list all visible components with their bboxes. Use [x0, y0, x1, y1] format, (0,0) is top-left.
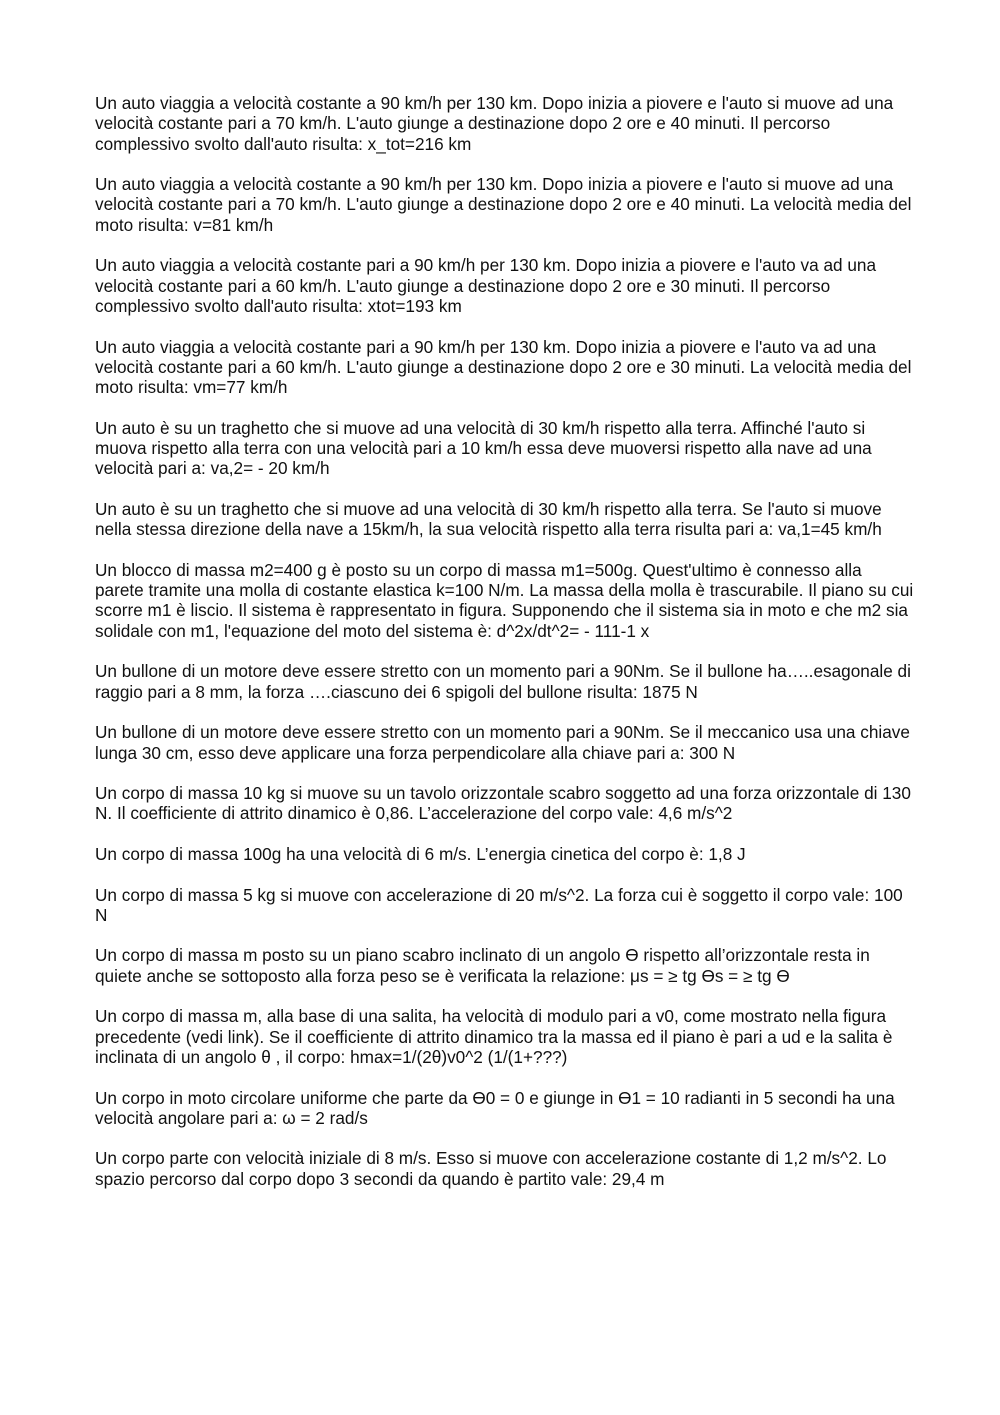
paragraph-7: Un blocco di massa m2=400 g è posto su un corpo di massa m1=500g. Quest'ultimo è connesso alla parete tramite una molla di costante elastica k=100 N/m. La massa della molla è trascurabile. Il piano su cui scorre m1 è liscio. Il sistema è rappresentato in figura. Supponendo che il sistema sia in moto e che m2 sia solidale con m1, l'equazione del moto del sistema è: d^2x/dt^2= - 111-1 x — [95, 559, 914, 641]
paragraph-9: Un bullone di un motore deve essere stretto con un momento pari a 90Nm. Se il meccanico usa una chiave lunga 30 cm, esso deve applicare una forza perpendicolare alla chiave pari a: 300 N — [95, 722, 910, 763]
paragraph-8: Un bullone di un motore deve essere stretto con un momento pari a 90Nm. Se il bullone ha…..esagonale di raggio pari a 8 mm, la forza ….ciascuno dei 6 spigoli del bullone risulta: 1875 N — [95, 661, 911, 702]
paragraph-6: Un auto è su un traghetto che si muove ad una velocità di 30 km/h rispetto alla terra. Se l'auto si muove nella stessa direzione della nave a 15km/h, la sua velocità rispetto alla terra risulta pari a: va,1=45 km/h — [95, 498, 882, 540]
paragraph-1: Un auto viaggia a velocità costante a 90 km/h per 130 km. Dopo inizia a piovere e l'auto si muove ad una velocità costante pari a 70 km/h. L'auto giunge a destinazione dopo 2 ore e 40 minuti. Il percorso complessivo svolto dall'auto risulta: x_tot=216 km — [95, 93, 894, 154]
document-page — [95, 93, 915, 1209]
paragraph-12: Un corpo di massa 5 kg si muove con accelerazione di 20 m/s^2. La forza cui è soggetto il corpo vale: 100 N — [95, 884, 903, 925]
paragraph-2: Un auto viaggia a velocità costante a 90 km/h per 130 km. Dopo inizia a piovere e l'auto si muove ad una velocità costante pari a 70 km/h. L'auto giunge a destinazione dopo 2 ore e 40 minuti. La velocità media del moto risulta: v=81 km/h — [95, 174, 912, 235]
paragraph-11: Un corpo di massa 100g ha una velocità di 6 m/s. L’energia cinetica del corpo è: 1,8 J — [95, 843, 746, 864]
paragraph-10: Un corpo di massa 10 kg si muove su un tavolo orizzontale scabro soggetto ad una forza orizzontale di 130 N. Il coefficiente di attrito dinamico è 0,86. L’accelerazione del corpo vale: 4,6 m/s^2 — [95, 783, 911, 824]
paragraph-13: Un corpo di massa m posto su un piano scabro inclinato di un angolo Ɵ rispetto all’orizzontale resta in quiete anche se sottoposto alla forza peso se è verificata la relazione: μs = ≥ tg Ɵs = ≥ tg Ɵ — [95, 945, 870, 986]
paragraph-3: Un auto viaggia a velocità costante pari a 90 km/h per 130 km. Dopo inizia a piovere e l'auto va ad una velocità costante pari a 60 km/h. L'auto giunge a destinazione dopo 2 ore e 30 minuti. Il percorso complessivo svolto dall'auto risulta: xtot=193 km — [95, 255, 877, 316]
paragraph-4: Un auto viaggia a velocità costante pari a 90 km/h per 130 km. Dopo inizia a piovere e l'auto va ad una velocità costante pari a 60 km/h. L'auto giunge a destinazione dopo 2 ore e 30 minuti. La velocità media del moto risulta: vm=77 km/h — [95, 336, 912, 398]
paragraph-16: Un corpo parte con velocità iniziale di 8 m/s. Esso si muove con accelerazione costante di 1,2 m/s^2. Lo spazio percorso dal corpo dopo 3 secondi da quando è partito vale: 29,4 m — [95, 1148, 887, 1189]
paragraph-15: Un corpo in moto circolare uniforme che parte da Ɵ0 = 0 e giunge in Ɵ1 = 10 radianti in 5 secondi ha una velocità angolare pari a: ω = 2 rad/s — [95, 1087, 895, 1128]
paragraph-5: Un auto è su un traghetto che si muove ad una velocità di 30 km/h rispetto alla terra. Affinché l'auto si muova rispetto alla terra con una velocità pari a 10 km/h essa deve muoversi rispetto alla nave ad una velocità pari a: va,2= - 20 km/h — [95, 417, 872, 479]
paragraph-14: Un corpo di massa m, alla base di una salita, ha velocità di modulo pari a v0, come mostrato nella figura precedente (vedi link). Se il coefficiente di attrito dinamico tra la massa ed il piano è pari a ud e la salita è inclinata di un angolo θ , il corpo: hmax=1/(2θ)v0^2 (1/(1+???) — [95, 1006, 893, 1067]
